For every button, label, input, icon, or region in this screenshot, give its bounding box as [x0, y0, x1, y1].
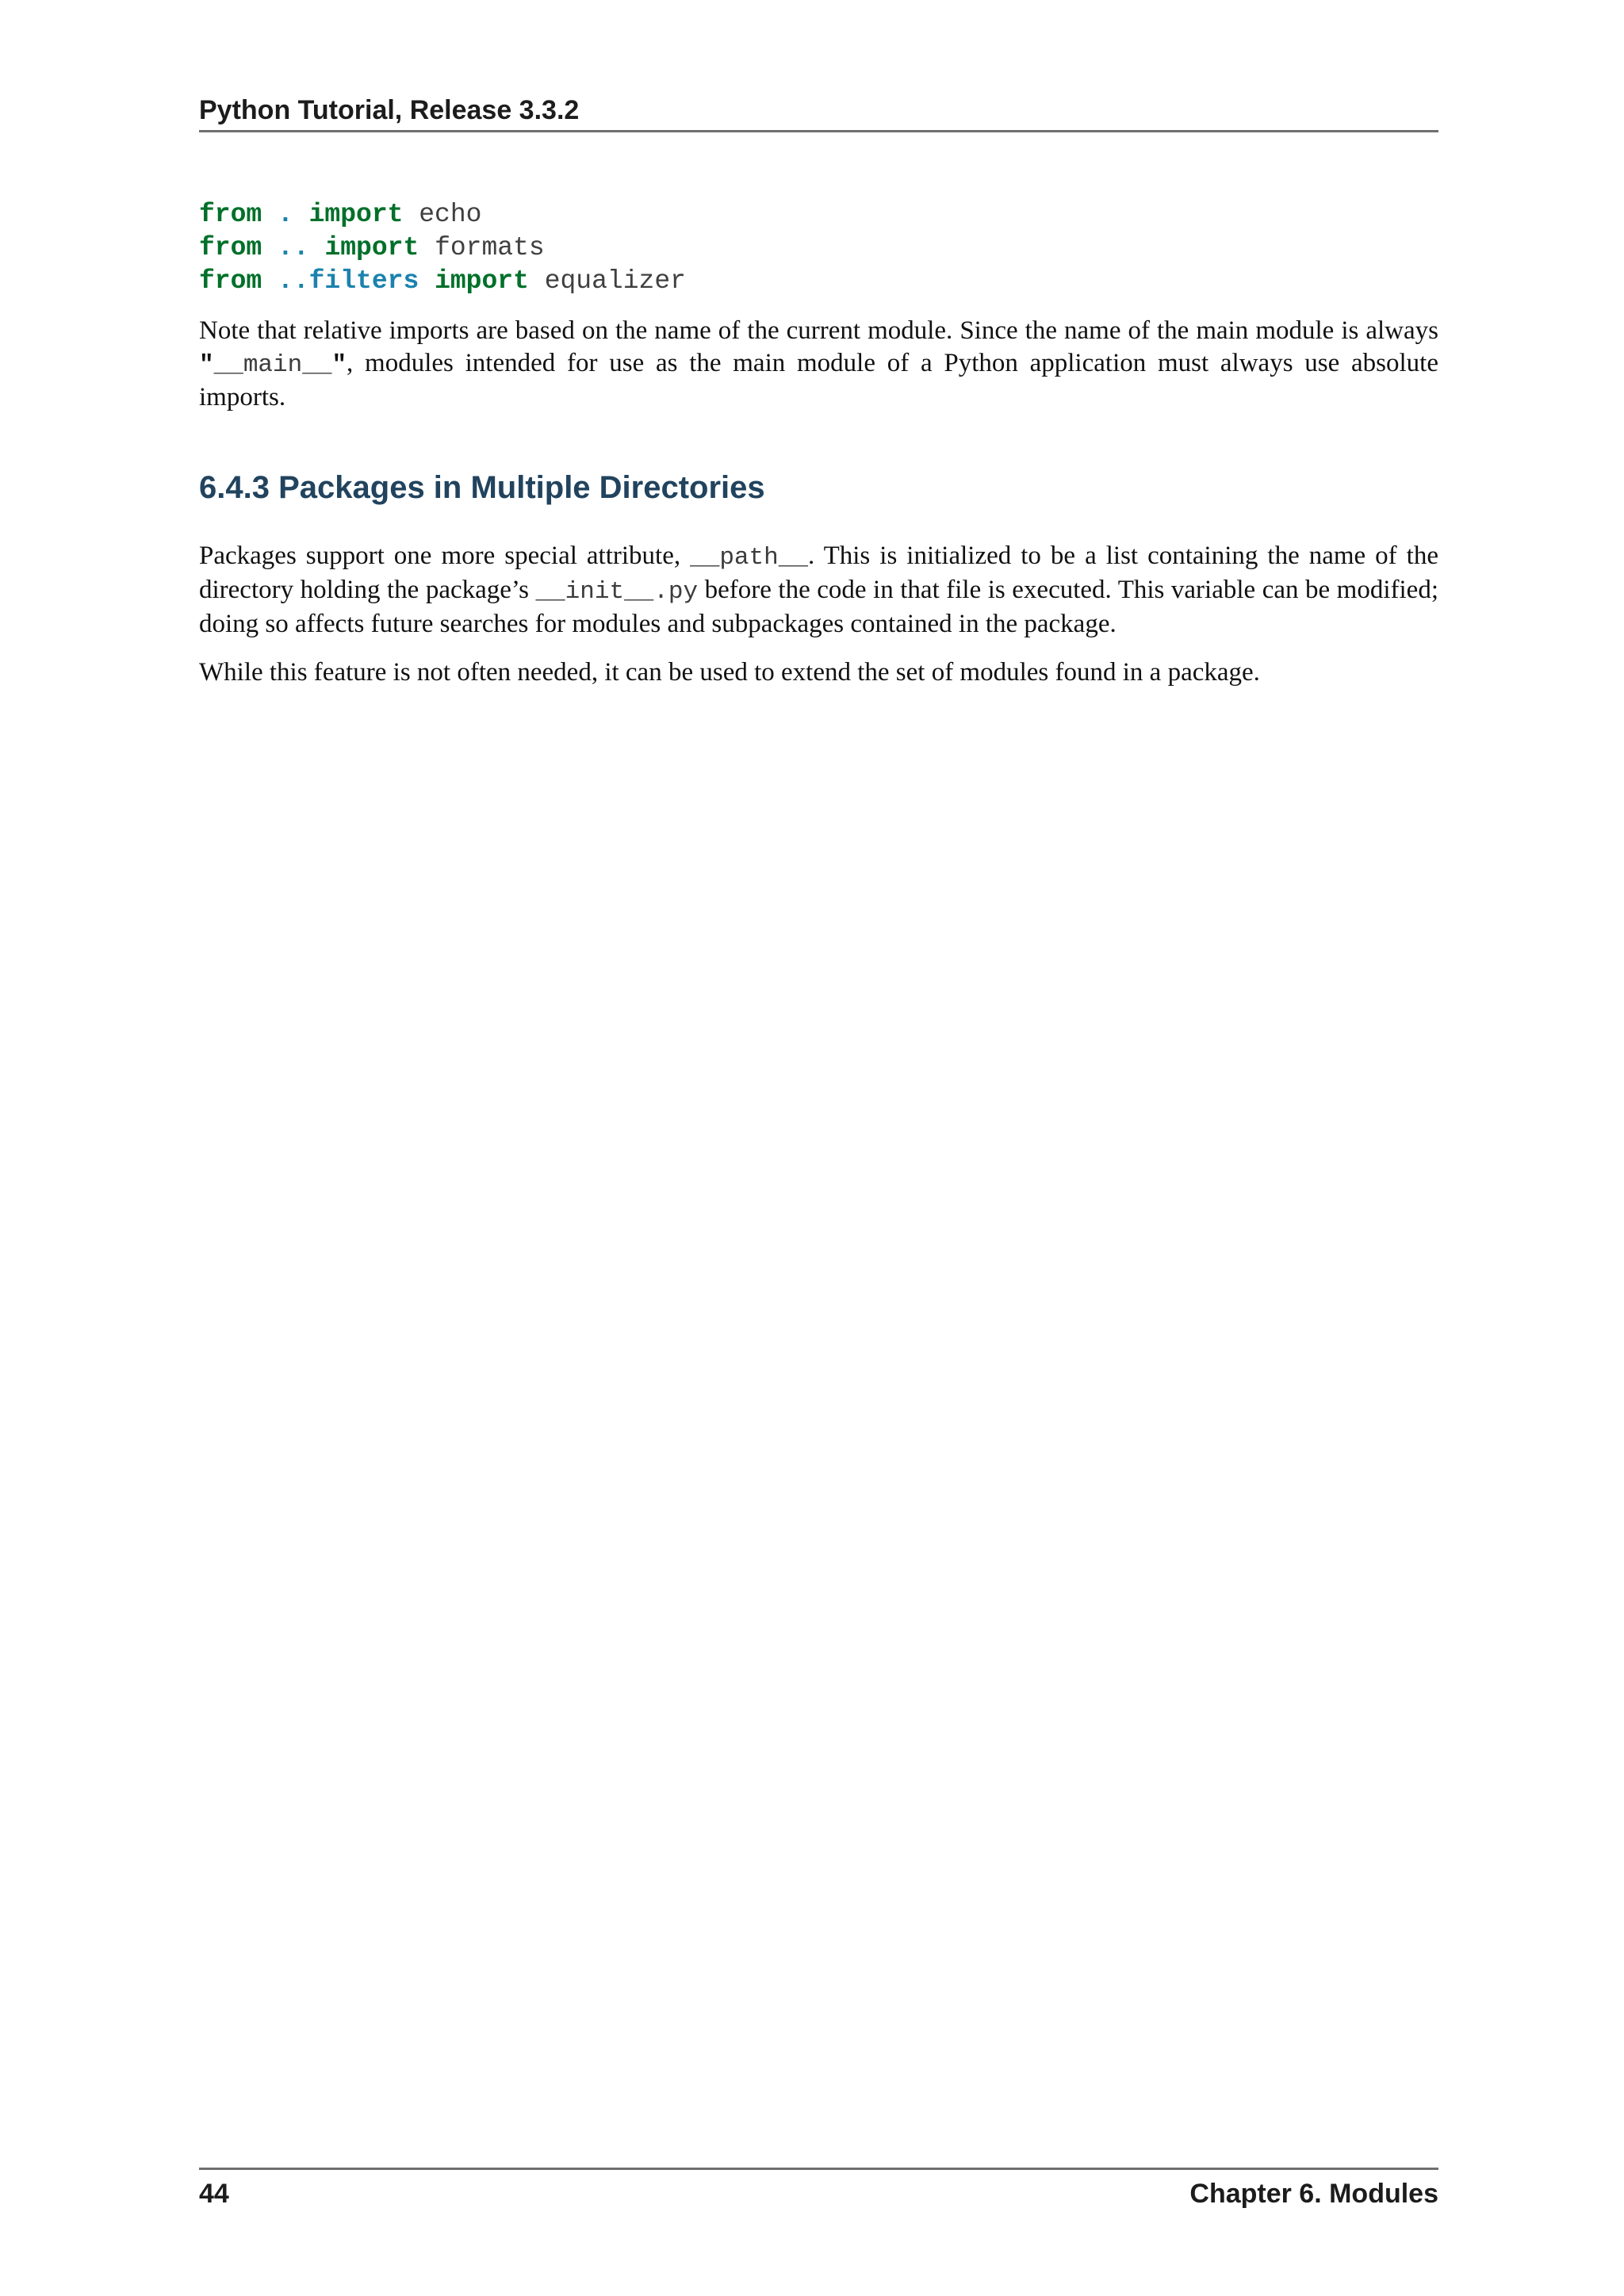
code-line	[199, 232, 1438, 265]
code-name: equalizer	[528, 266, 686, 296]
code-line	[199, 265, 1438, 298]
footer-rule	[199, 2168, 1438, 2170]
chapter-label: Chapter 6. Modules	[1189, 2178, 1438, 2209]
code-keyword: import	[419, 266, 529, 296]
code-keyword: from	[199, 233, 262, 262]
inline-code-init: __init__	[535, 578, 654, 606]
code-keyword: import	[293, 200, 404, 229]
code-module: .	[262, 200, 293, 229]
relative-imports-paragraph	[199, 315, 1438, 414]
paragraph-text: , modules intended for use as the main module of a Python application must always use absolute imports.	[199, 349, 1438, 411]
code-line	[199, 198, 1438, 232]
section-number: 6.4.3	[199, 470, 270, 505]
page-footer	[199, 2174, 1438, 2214]
inline-code-py: .py	[653, 578, 699, 606]
inline-code-path: __path__	[690, 544, 808, 572]
string-quote: "	[199, 351, 214, 379]
document-title: Python Tutorial, Release 3.3.2	[199, 95, 580, 125]
code-name: echo	[403, 200, 482, 229]
code-name: formats	[419, 233, 545, 262]
string-quote: "	[331, 351, 347, 379]
page-header	[199, 90, 1438, 132]
page-number: 44	[199, 2178, 229, 2209]
code-keyword: from	[199, 266, 262, 296]
path-attribute-paragraph	[199, 540, 1438, 641]
code-keyword: from	[199, 200, 262, 229]
paragraph-text: Note that relative imports are based on the name of the current module. Since the name of the main module is always	[199, 316, 1438, 345]
paragraph-text: before the code in that file is executed. This variable can be modified; doing so affects future searches for modules and subpackages contained in the package.	[199, 576, 1438, 638]
code-block	[199, 198, 1438, 298]
feature-usage-paragraph	[199, 656, 1438, 689]
paragraph-text: Packages support one more special attribute,	[199, 541, 691, 570]
section-title: Packages in Multiple Directories	[278, 470, 765, 505]
paragraph-text: While this feature is not often needed, it can be used to extend the set of modules found in a package.	[199, 658, 1260, 687]
code-keyword: import	[308, 233, 419, 262]
inline-code-main: __main__	[213, 351, 332, 379]
paragraph-text: . This is initialized to be a list containing the name of the directory holding the package’s	[199, 541, 1438, 604]
section-heading	[199, 465, 1438, 510]
code-module: ..	[262, 233, 309, 262]
code-module: ..filters	[262, 266, 419, 296]
